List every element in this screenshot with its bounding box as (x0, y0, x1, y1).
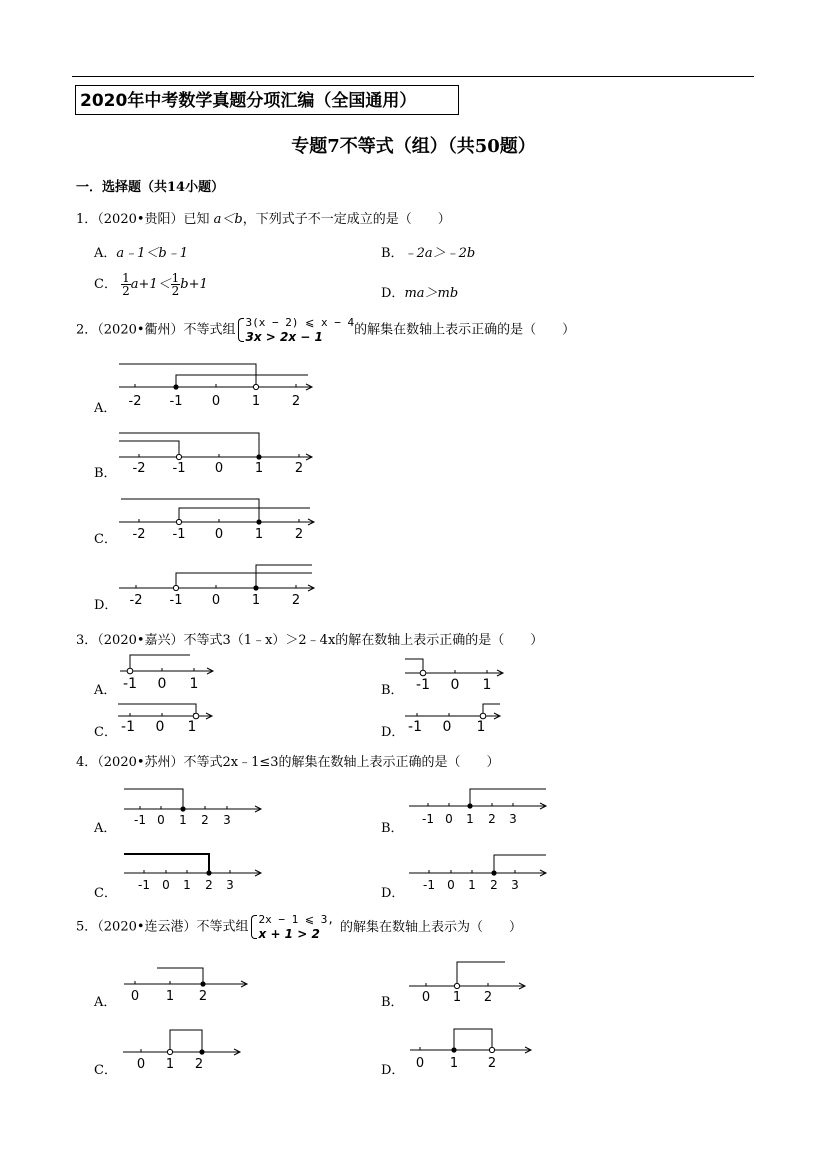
svg-text:0: 0 (211, 593, 221, 608)
svg-text:2: 2 (291, 593, 301, 608)
page-title: 专题7不等式（组）（共50题） (291, 136, 536, 157)
svg-text:3: 3 (226, 878, 234, 892)
svg-text:2: 2 (194, 1057, 204, 1072)
source-title-box: 2020年中考数学真题分项汇编（全国通用） (75, 85, 459, 115)
svg-text:1: 1 (476, 719, 486, 735)
svg-text:1: 1 (189, 676, 199, 692)
svg-text:3: 3 (511, 878, 519, 892)
svg-text:-2: -2 (132, 461, 146, 476)
svg-text:-1: -1 (138, 878, 150, 892)
question-1-stem: 1．（2020•贵阳）已知 a＜b，下列式子不一定成立的是（ ） (76, 212, 451, 227)
svg-text:0: 0 (136, 1057, 146, 1072)
svg-text:0: 0 (214, 527, 224, 542)
question-1-option-a[interactable]: A．a﹣1＜b﹣1 (94, 246, 189, 261)
svg-text:0: 0 (415, 1056, 425, 1071)
svg-text:-1: -1 (121, 719, 135, 735)
svg-text:0: 0 (162, 878, 170, 892)
svg-text:-1: -1 (134, 813, 146, 827)
svg-text:1: 1 (482, 677, 492, 693)
question-3-option-a-label[interactable]: A． (94, 683, 117, 698)
question-2-option-b-label[interactable]: B． (94, 466, 117, 481)
svg-text:1: 1 (466, 812, 474, 826)
inequality-system: 2x − 1 ⩽ 3, x + 1 > 2 (249, 913, 334, 941)
svg-text:1: 1 (254, 527, 264, 542)
question-2-stem: 2．（2020•衢州）不等式组 3(x − 2) ⩽ x − 4 3x > 2x − 1 的解集在数轴上表示正确的是（ ） (76, 316, 576, 344)
question-3-option-c-label[interactable]: C． (94, 725, 117, 740)
svg-text:2: 2 (294, 461, 304, 476)
svg-text:1: 1 (468, 878, 476, 892)
question-5-option-c-label[interactable]: C． (94, 1063, 117, 1078)
svg-text:-1: -1 (123, 676, 137, 692)
svg-text:0: 0 (211, 394, 221, 409)
question-2-option-d-label[interactable]: D． (94, 598, 118, 613)
svg-text:-2: -2 (129, 593, 143, 608)
svg-text:2: 2 (198, 989, 208, 1004)
question-1-option-b[interactable]: B．﹣2a＞﹣2b (381, 246, 476, 261)
svg-text:0: 0 (447, 878, 455, 892)
svg-text:0: 0 (130, 989, 140, 1004)
question-4-option-a-label[interactable]: A． (94, 821, 117, 836)
svg-text:-1: -1 (172, 527, 186, 542)
svg-text:1: 1 (254, 461, 264, 476)
question-5-option-b-label[interactable]: B． (381, 995, 404, 1010)
svg-text:2: 2 (201, 813, 209, 827)
question-2-option-c-label[interactable]: C． (94, 532, 117, 547)
question-5-option-a-label[interactable]: A． (94, 995, 117, 1010)
svg-text:-2: -2 (128, 394, 142, 409)
svg-text:0: 0 (450, 677, 460, 693)
svg-text:0: 0 (445, 812, 453, 826)
svg-text:-1: -1 (169, 394, 183, 409)
question-4-option-d-label[interactable]: D． (381, 886, 405, 901)
svg-text:1: 1 (449, 1056, 459, 1071)
svg-text:1: 1 (251, 593, 261, 608)
question-3-stem: 3．（2020•嘉兴）不等式3（1﹣x）＞2﹣4x的解在数轴上表示正确的是（ ） (76, 633, 544, 648)
svg-text:2: 2 (488, 812, 496, 826)
svg-text:1: 1 (251, 394, 261, 409)
svg-text:2: 2 (291, 394, 301, 409)
svg-text:1: 1 (187, 719, 197, 735)
svg-text:2: 2 (205, 878, 213, 892)
svg-text:1: 1 (452, 990, 462, 1005)
question-5-stem: 5．（2020•连云港）不等式组 2x − 1 ⩽ 3, x + 1 > 2 的解集在数轴上表示为（ ） (76, 913, 522, 941)
question-1-option-d[interactable]: D．ma＞mb (381, 286, 459, 301)
svg-text:2: 2 (487, 1056, 497, 1071)
svg-text:-2: -2 (132, 527, 146, 542)
svg-text:0: 0 (155, 719, 165, 735)
svg-text:3: 3 (509, 812, 517, 826)
question-2-option-a-label[interactable]: A． (94, 401, 117, 416)
svg-text:2: 2 (294, 527, 304, 542)
svg-text:0: 0 (157, 676, 167, 692)
inequality-system: 3(x − 2) ⩽ x − 4 3x > 2x − 1 (236, 316, 355, 344)
question-5-option-d-label[interactable]: D． (381, 1063, 405, 1078)
svg-text:0: 0 (442, 719, 452, 735)
section-heading: 一．选择题（共14小题） (76, 180, 225, 195)
svg-text:0: 0 (214, 461, 224, 476)
svg-text:-1: -1 (172, 461, 186, 476)
svg-text:-1: -1 (169, 593, 183, 608)
svg-text:2: 2 (483, 990, 493, 1005)
svg-text:0: 0 (157, 813, 165, 827)
question-4-stem: 4．（2020•苏州）不等式2x﹣1≤3的解集在数轴上表示正确的是（ ） (76, 755, 500, 770)
question-4-option-c-label[interactable]: C． (94, 886, 117, 901)
svg-text:1: 1 (179, 813, 187, 827)
svg-text:1: 1 (183, 878, 191, 892)
svg-text:1: 1 (165, 989, 175, 1004)
svg-text:-1: -1 (422, 812, 434, 826)
svg-text:-1: -1 (423, 878, 435, 892)
question-1-option-c[interactable]: C． $\frac{1}{2}$ a+1＜ $\frac{1}{2}$ b+1 (94, 271, 208, 298)
svg-text:-1: -1 (416, 677, 430, 693)
svg-text:3: 3 (223, 813, 231, 827)
svg-text:1: 1 (165, 1057, 175, 1072)
svg-text:2: 2 (490, 878, 498, 892)
question-3-option-b-label[interactable]: B． (381, 683, 404, 698)
question-4-option-b-label[interactable]: B． (381, 821, 404, 836)
svg-text:-1: -1 (408, 719, 422, 735)
question-3-option-d-label[interactable]: D． (381, 725, 405, 740)
svg-text:0: 0 (421, 990, 431, 1005)
